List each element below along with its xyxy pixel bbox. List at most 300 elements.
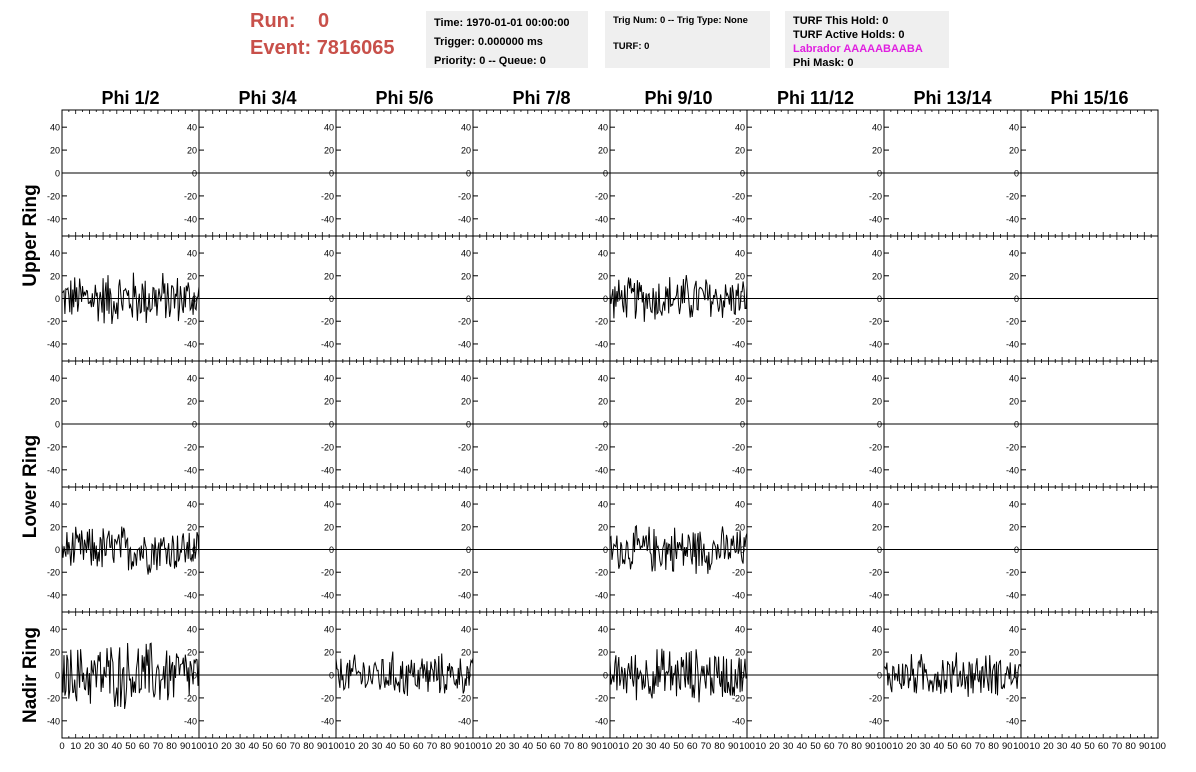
y-tick-label: 40 — [323, 624, 334, 635]
y-tick-label: 40 — [460, 624, 471, 635]
y-tick-label: 0 — [1013, 294, 1019, 304]
x-tick-label: 60 — [138, 741, 150, 752]
waveform-trace — [336, 652, 473, 696]
x-tick-label: 100 — [328, 741, 344, 752]
y-tick-label: 20 — [1008, 522, 1019, 533]
x-tick-label: 40 — [1070, 741, 1082, 752]
x-tick-label: 50 — [1084, 741, 1095, 752]
y-tick-label: -40 — [1005, 339, 1019, 350]
column-header: Phi 15/16 — [1050, 88, 1129, 108]
x-tick-label: 40 — [522, 741, 534, 752]
y-tick-label: 40 — [1008, 499, 1019, 510]
x-tick-label: 10 — [481, 741, 492, 752]
x-tick-label: 30 — [645, 741, 657, 752]
y-tick-label: -40 — [183, 214, 197, 225]
y-tick-label: -40 — [320, 214, 334, 225]
y-tick-label: 40 — [49, 248, 60, 259]
y-tick-label: -40 — [731, 214, 745, 225]
x-tick-label: 40 — [248, 741, 260, 752]
y-tick-label: 20 — [734, 145, 745, 156]
y-tick-label: 20 — [460, 522, 471, 533]
y-tick-label: 20 — [1008, 396, 1019, 407]
x-tick-label: 50 — [673, 741, 684, 752]
y-tick-label: -40 — [1005, 214, 1019, 225]
y-tick-label: 40 — [323, 122, 334, 133]
y-tick-label: 20 — [734, 271, 745, 282]
x-tick-label: 20 — [906, 741, 917, 752]
y-tick-label: -20 — [320, 191, 334, 202]
turf-active-text: TURF Active Holds: 0 — [793, 29, 905, 41]
y-tick-label: -20 — [46, 693, 60, 704]
y-tick-label: 20 — [323, 145, 334, 156]
y-tick-label: 0 — [465, 670, 471, 681]
x-tick-label: 90 — [454, 741, 465, 752]
y-tick-label: 0 — [1013, 419, 1019, 430]
x-tick-label: 90 — [317, 741, 328, 752]
y-tick-label: 20 — [871, 647, 882, 658]
y-tick-label: 20 — [49, 271, 60, 282]
y-tick-label: -20 — [183, 316, 197, 327]
trigger-text: Trigger: 0.000000 ms — [434, 36, 543, 48]
x-tick-label: 100 — [1013, 741, 1029, 752]
y-tick-label: -20 — [457, 442, 471, 453]
y-tick-label: -40 — [1005, 716, 1019, 727]
y-tick-label: -20 — [868, 316, 882, 327]
y-tick-label: 40 — [186, 248, 197, 259]
y-tick-label: 0 — [1013, 168, 1019, 179]
x-tick-label: 100 — [465, 741, 481, 752]
y-tick-label: 0 — [465, 545, 471, 555]
x-tick-label: 100 — [876, 741, 892, 752]
x-tick-label: 80 — [440, 741, 451, 752]
y-tick-label: 0 — [602, 670, 608, 681]
x-tick-label: 30 — [97, 741, 109, 752]
y-tick-label: 0 — [602, 419, 608, 430]
x-tick-label: 20 — [1043, 741, 1054, 752]
y-tick-label: -40 — [46, 339, 60, 350]
x-tick-label: 20 — [632, 741, 643, 752]
x-tick-label: 90 — [728, 741, 739, 752]
column-header: Phi 5/6 — [375, 88, 434, 108]
y-tick-label: -40 — [457, 465, 471, 476]
y-tick-label: 20 — [49, 396, 60, 407]
y-tick-label: -40 — [46, 214, 60, 225]
y-tick-label: -40 — [868, 339, 882, 350]
y-tick-label: 0 — [876, 419, 882, 430]
y-tick-label: 20 — [1008, 145, 1019, 156]
y-tick-label: 0 — [191, 670, 197, 681]
y-tick-label: 20 — [49, 522, 60, 533]
y-tick-label: -40 — [731, 590, 745, 601]
y-tick-label: -20 — [457, 316, 471, 327]
x-tick-label: 20 — [358, 741, 369, 752]
y-tick-label: -20 — [1005, 316, 1019, 327]
y-tick-label: -40 — [457, 590, 471, 601]
x-tick-label: 90 — [1002, 741, 1013, 752]
y-tick-label: 20 — [186, 145, 197, 156]
x-tick-label: 80 — [1125, 741, 1136, 752]
x-tick-label: 10 — [892, 741, 903, 752]
event-value: 7816065 — [316, 37, 395, 59]
x-tick-label: 20 — [769, 741, 780, 752]
column-header: Phi 3/4 — [238, 88, 297, 108]
y-tick-label: -40 — [594, 590, 608, 601]
y-tick-label: 40 — [871, 624, 882, 635]
y-tick-label: 0 — [191, 419, 197, 430]
x-tick-label: 60 — [412, 741, 424, 752]
x-tick-label: 70 — [1111, 741, 1123, 752]
y-tick-label: 20 — [323, 271, 334, 282]
x-tick-label: 80 — [714, 741, 725, 752]
y-tick-label: -40 — [46, 465, 60, 476]
y-tick-label: -40 — [183, 590, 197, 601]
y-tick-label: 0 — [1013, 545, 1019, 555]
x-tick-label: 90 — [591, 741, 602, 752]
y-tick-label: 20 — [186, 647, 197, 658]
y-tick-label: 40 — [323, 499, 334, 510]
x-tick-label: 40 — [659, 741, 671, 752]
y-tick-label: 40 — [460, 499, 471, 510]
y-tick-label: -40 — [594, 214, 608, 225]
x-tick-label: 30 — [234, 741, 246, 752]
y-tick-label: -20 — [731, 442, 745, 453]
y-tick-label: 20 — [49, 647, 60, 658]
x-tick-label: 10 — [755, 741, 766, 752]
y-tick-label: -40 — [183, 465, 197, 476]
y-tick-label: -20 — [183, 567, 197, 578]
y-tick-label: 20 — [734, 396, 745, 407]
y-tick-label: 20 — [460, 647, 471, 658]
x-tick-label: 80 — [303, 741, 314, 752]
x-tick-label: 40 — [385, 741, 397, 752]
y-tick-label: 40 — [871, 248, 882, 259]
y-tick-label: -20 — [320, 693, 334, 704]
x-tick-label: 40 — [933, 741, 945, 752]
y-tick-label: -20 — [46, 191, 60, 202]
y-tick-label: 0 — [54, 419, 60, 430]
y-tick-label: -20 — [594, 567, 608, 578]
y-tick-label: 0 — [739, 419, 745, 430]
waveform-trace — [610, 649, 747, 703]
phi-mask-text: Phi Mask: 0 — [793, 57, 854, 69]
y-tick-label: -40 — [320, 716, 334, 727]
y-tick-label: 40 — [1008, 248, 1019, 259]
y-tick-label: 0 — [876, 294, 882, 304]
y-tick-label: 0 — [465, 419, 471, 430]
y-tick-label: -20 — [320, 442, 334, 453]
y-tick-label: 40 — [1008, 373, 1019, 384]
y-tick-label: 40 — [186, 499, 197, 510]
y-tick-label: -40 — [457, 716, 471, 727]
y-tick-label: 20 — [1008, 647, 1019, 658]
run-label: Run: — [250, 10, 296, 32]
y-tick-label: 40 — [597, 248, 608, 259]
y-tick-label: -20 — [1005, 191, 1019, 202]
y-tick-label: 20 — [871, 271, 882, 282]
y-tick-label: 0 — [328, 168, 334, 179]
y-tick-label: 0 — [465, 294, 471, 304]
y-tick-label: -20 — [868, 442, 882, 453]
y-tick-label: -40 — [1005, 590, 1019, 601]
y-tick-label: 40 — [323, 373, 334, 384]
y-tick-label: 40 — [597, 122, 608, 133]
y-tick-label: 20 — [186, 522, 197, 533]
y-tick-label: 40 — [186, 373, 197, 384]
x-tick-label: 30 — [919, 741, 931, 752]
x-tick-label: 20 — [495, 741, 506, 752]
x-tick-label: 70 — [289, 741, 301, 752]
y-tick-label: -20 — [183, 442, 197, 453]
x-tick-label: 100 — [1150, 741, 1166, 752]
y-tick-label: 20 — [323, 647, 334, 658]
column-header: Phi 11/12 — [776, 88, 855, 108]
y-tick-label: 20 — [597, 145, 608, 156]
y-tick-label: 40 — [734, 499, 745, 510]
y-tick-label: 40 — [734, 373, 745, 384]
y-tick-label: 0 — [54, 545, 60, 555]
x-tick-label: 50 — [947, 741, 958, 752]
y-tick-label: -20 — [457, 191, 471, 202]
column-header: Phi 1/2 — [101, 88, 160, 108]
x-tick-label: 10 — [344, 741, 355, 752]
x-tick-label: 70 — [700, 741, 712, 752]
y-tick-label: -20 — [457, 693, 471, 704]
x-tick-label: 70 — [974, 741, 986, 752]
y-tick-label: -40 — [868, 465, 882, 476]
y-tick-label: 0 — [328, 419, 334, 430]
x-tick-label: 60 — [960, 741, 972, 752]
y-tick-label: -20 — [731, 316, 745, 327]
y-tick-label: 0 — [739, 670, 745, 681]
y-tick-label: 40 — [734, 248, 745, 259]
y-tick-label: -20 — [320, 567, 334, 578]
y-tick-label: -40 — [594, 339, 608, 350]
y-tick-label: -40 — [731, 465, 745, 476]
x-tick-label: 50 — [399, 741, 410, 752]
column-header: Phi 13/14 — [913, 88, 992, 108]
y-tick-label: 0 — [739, 294, 745, 304]
y-tick-label: -40 — [320, 339, 334, 350]
y-tick-label: 40 — [597, 499, 608, 510]
y-tick-label: 20 — [460, 271, 471, 282]
y-tick-label: 20 — [323, 522, 334, 533]
x-tick-label: 80 — [577, 741, 588, 752]
y-tick-label: -40 — [868, 590, 882, 601]
y-tick-label: 0 — [602, 545, 608, 555]
x-tick-label: 60 — [823, 741, 835, 752]
y-tick-label: 20 — [186, 396, 197, 407]
waveform-trace — [62, 643, 199, 709]
y-tick-label: 40 — [49, 499, 60, 510]
y-tick-label: 0 — [54, 670, 60, 681]
x-tick-label: 20 — [84, 741, 95, 752]
y-tick-label: 20 — [460, 396, 471, 407]
ring-label: Lower Ring — [20, 434, 41, 539]
y-tick-label: -20 — [1005, 567, 1019, 578]
y-tick-label: 20 — [186, 271, 197, 282]
y-tick-label: -40 — [457, 214, 471, 225]
y-tick-label: 20 — [597, 522, 608, 533]
x-tick-label: 50 — [810, 741, 821, 752]
y-tick-label: 40 — [49, 624, 60, 635]
x-tick-label: 90 — [180, 741, 191, 752]
x-tick-label: 60 — [275, 741, 287, 752]
x-tick-label: 70 — [426, 741, 438, 752]
y-tick-label: 40 — [597, 373, 608, 384]
time-text: Time: 1970-01-01 00:00:00 — [434, 17, 570, 29]
x-tick-label: 10 — [207, 741, 218, 752]
y-tick-label: 40 — [1008, 624, 1019, 635]
y-tick-label: -40 — [731, 339, 745, 350]
y-tick-label: 40 — [1008, 122, 1019, 133]
y-tick-label: -20 — [183, 191, 197, 202]
y-tick-label: -20 — [46, 442, 60, 453]
y-tick-label: 40 — [871, 499, 882, 510]
y-tick-label: -40 — [46, 716, 60, 727]
y-tick-label: 40 — [49, 373, 60, 384]
run-value: 0 — [318, 10, 330, 32]
y-tick-label: 20 — [871, 522, 882, 533]
y-tick-label: -20 — [46, 567, 60, 578]
y-tick-label: -40 — [868, 716, 882, 727]
y-tick-label: -40 — [320, 465, 334, 476]
y-tick-label: 20 — [323, 396, 334, 407]
y-tick-label: -20 — [183, 693, 197, 704]
y-tick-label: 0 — [602, 294, 608, 304]
y-tick-label: 40 — [49, 122, 60, 133]
y-tick-label: 0 — [1013, 670, 1019, 681]
column-header: Phi 9/10 — [644, 88, 713, 108]
x-tick-label: 80 — [988, 741, 999, 752]
y-tick-label: -40 — [457, 339, 471, 350]
x-tick-label: 40 — [111, 741, 123, 752]
y-tick-label: -20 — [457, 567, 471, 578]
y-tick-label: 40 — [460, 373, 471, 384]
y-tick-label: 40 — [734, 122, 745, 133]
y-tick-label: 0 — [739, 545, 745, 555]
y-tick-label: 40 — [871, 122, 882, 133]
y-tick-label: -40 — [1005, 465, 1019, 476]
y-tick-label: 40 — [460, 122, 471, 133]
y-tick-label: -40 — [868, 214, 882, 225]
y-tick-label: 20 — [1008, 271, 1019, 282]
priority-text: Priority: 0 -- Queue: 0 — [434, 55, 546, 67]
y-tick-label: -20 — [868, 191, 882, 202]
y-tick-label: 0 — [328, 545, 334, 555]
y-tick-label: 20 — [597, 647, 608, 658]
x-tick-label: 20 — [221, 741, 232, 752]
waveform-trace — [62, 527, 199, 575]
x-tick-label: 90 — [865, 741, 876, 752]
y-tick-label: 0 — [739, 168, 745, 179]
y-tick-label: 0 — [876, 545, 882, 555]
x-tick-label: 100 — [191, 741, 207, 752]
y-tick-label: -40 — [731, 716, 745, 727]
y-tick-label: 40 — [597, 624, 608, 635]
x-tick-label: 0 — [59, 741, 65, 752]
y-tick-label: 40 — [460, 248, 471, 259]
y-tick-label: -20 — [731, 693, 745, 704]
y-tick-label: -20 — [320, 316, 334, 327]
y-tick-label: -20 — [594, 442, 608, 453]
x-tick-label: 80 — [851, 741, 862, 752]
column-header: Phi 7/8 — [512, 88, 571, 108]
y-tick-label: -20 — [731, 567, 745, 578]
x-tick-label: 30 — [371, 741, 383, 752]
y-tick-label: 0 — [54, 168, 60, 179]
y-tick-label: -20 — [594, 693, 608, 704]
x-tick-label: 90 — [1139, 741, 1150, 752]
y-tick-label: 20 — [871, 396, 882, 407]
x-tick-label: 50 — [125, 741, 136, 752]
y-tick-label: 40 — [871, 373, 882, 384]
ring-label: Nadir Ring — [20, 626, 41, 724]
y-tick-label: 0 — [876, 168, 882, 179]
x-tick-label: 70 — [152, 741, 164, 752]
y-tick-label: 40 — [186, 122, 197, 133]
x-tick-label: 30 — [782, 741, 794, 752]
y-tick-label: -20 — [731, 191, 745, 202]
y-tick-label: 0 — [465, 168, 471, 179]
x-tick-label: 60 — [549, 741, 561, 752]
labrador-text: Labrador AAAAABAABA — [793, 43, 923, 55]
x-tick-label: 30 — [508, 741, 520, 752]
y-tick-label: 0 — [602, 168, 608, 179]
y-tick-label: -20 — [868, 567, 882, 578]
ring-label: Upper Ring — [20, 184, 41, 287]
x-tick-label: 40 — [796, 741, 808, 752]
y-tick-label: -40 — [594, 716, 608, 727]
y-tick-label: -20 — [1005, 442, 1019, 453]
turf-text: TURF: 0 — [613, 41, 650, 52]
x-tick-label: 70 — [563, 741, 575, 752]
x-tick-label: 100 — [602, 741, 618, 752]
y-tick-label: 40 — [734, 624, 745, 635]
x-tick-label: 80 — [166, 741, 177, 752]
x-tick-label: 50 — [536, 741, 547, 752]
y-tick-label: 0 — [191, 545, 197, 555]
y-tick-label: 20 — [460, 145, 471, 156]
y-tick-label: 20 — [734, 522, 745, 533]
y-tick-label: 20 — [597, 271, 608, 282]
y-tick-label: 0 — [191, 168, 197, 179]
x-tick-label: 10 — [1029, 741, 1040, 752]
y-tick-label: 20 — [49, 145, 60, 156]
y-tick-label: -20 — [1005, 693, 1019, 704]
x-tick-label: 70 — [837, 741, 849, 752]
y-tick-label: 20 — [597, 396, 608, 407]
y-tick-label: -20 — [868, 693, 882, 704]
y-tick-label: -40 — [183, 339, 197, 350]
turf-hold-text: TURF This Hold: 0 — [793, 15, 889, 27]
y-tick-label: -20 — [594, 316, 608, 327]
y-tick-label: 0 — [328, 670, 334, 681]
y-tick-label: 0 — [54, 294, 60, 304]
x-tick-label: 60 — [1097, 741, 1109, 752]
trig-num-text: Trig Num: 0 -- Trig Type: None — [613, 15, 748, 26]
y-tick-label: 0 — [191, 294, 197, 304]
y-tick-label: -40 — [46, 590, 60, 601]
y-tick-label: -40 — [320, 590, 334, 601]
y-tick-label: -20 — [594, 191, 608, 202]
event-label: Event: — [250, 37, 312, 59]
x-tick-label: 50 — [262, 741, 273, 752]
y-tick-label: -40 — [594, 465, 608, 476]
x-tick-label: 10 — [70, 741, 81, 752]
y-tick-label: -20 — [46, 316, 60, 327]
y-tick-label: 40 — [323, 248, 334, 259]
x-tick-label: 60 — [686, 741, 698, 752]
